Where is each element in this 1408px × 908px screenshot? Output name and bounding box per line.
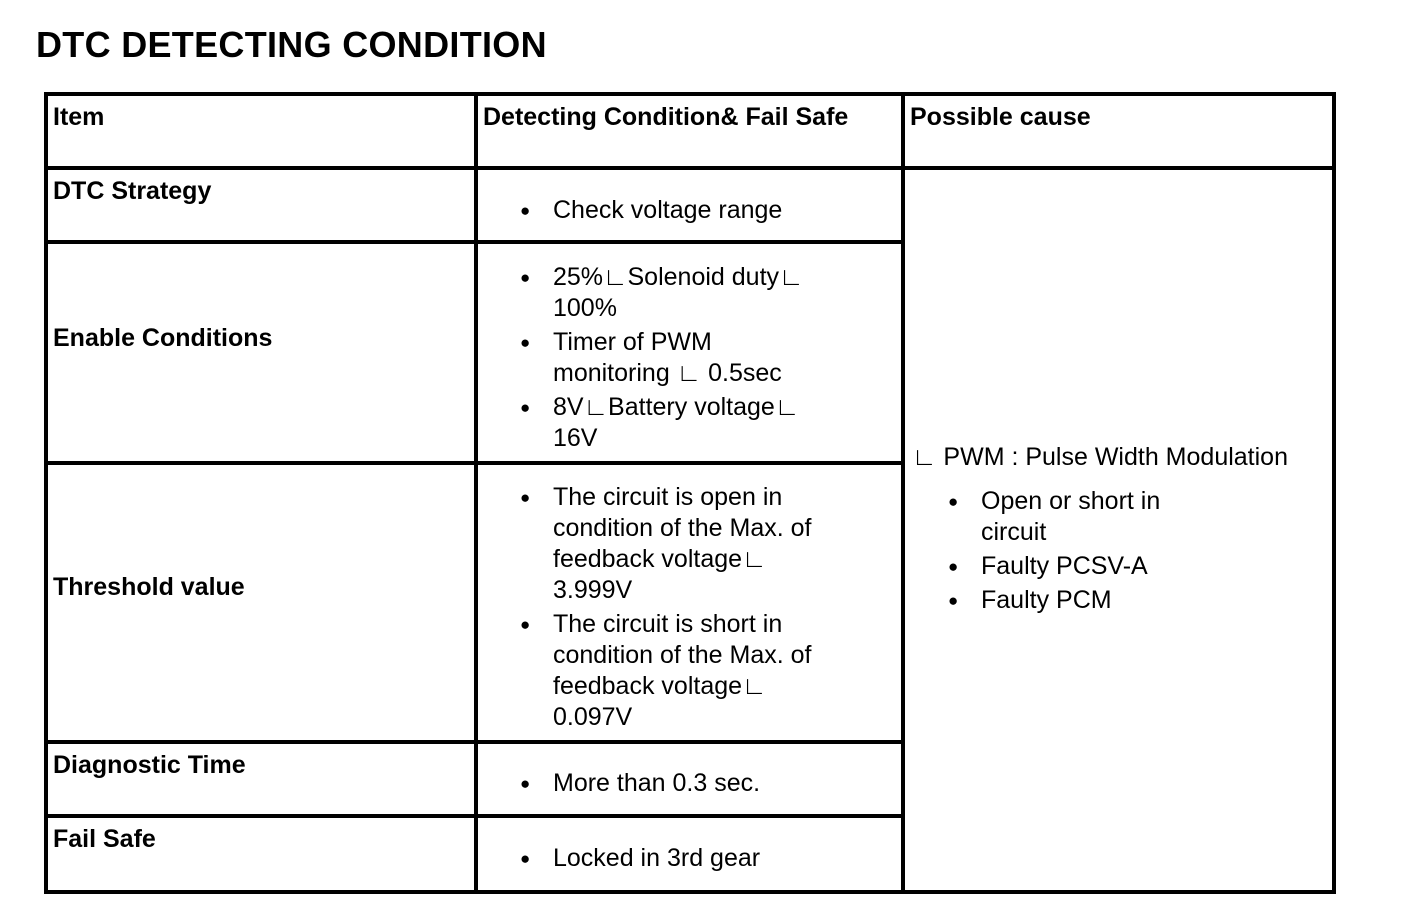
conditions-diagnostic-time	[553, 768, 833, 799]
header-possible-cause: Possible cause	[910, 103, 1091, 131]
row-item-dtc-strategy: DTC Strategy	[53, 177, 212, 205]
list-item: ● Check voltage range	[553, 195, 833, 226]
list-item: ● Faulty PCM	[981, 585, 1221, 616]
row-divider	[44, 814, 904, 818]
list-item: ● Open or short in circuit	[981, 486, 1221, 548]
list-item: ● The circuit is open in condition of the Max. of feedback voltage∟ 3.999V	[553, 482, 833, 606]
list-item: ● Faulty PCSV-A	[981, 551, 1221, 582]
header-detecting-condition: Detecting Condition& Fail Safe	[483, 103, 849, 131]
row-item-fail-safe: Fail Safe	[53, 825, 156, 853]
page-title: DTC DETECTING CONDITION	[36, 24, 547, 65]
row-item-diagnostic-time: Diagnostic Time	[53, 751, 246, 779]
row-item-enable-conditions: Enable Conditions	[53, 324, 273, 352]
list-item: ● 8V∟Battery voltage∟ 16V	[553, 392, 833, 454]
list-item: ● More than 0.3 sec.	[553, 768, 833, 799]
conditions-enable	[553, 262, 833, 454]
row-divider	[44, 166, 1336, 170]
header-item: Item	[53, 103, 105, 131]
row-divider	[44, 461, 904, 465]
row-divider	[44, 240, 904, 244]
pwm-note: ∟ PWM : Pulse Width Modulation	[912, 443, 1288, 471]
conditions-fail-safe	[553, 843, 833, 874]
conditions-threshold	[553, 482, 833, 733]
list-item: ● Timer of PWM monitoring ∟ 0.5sec	[553, 327, 833, 389]
column-divider	[474, 92, 478, 894]
column-divider	[901, 92, 905, 894]
list-item: ● 25%∟Solenoid duty∟ 100%	[553, 262, 833, 324]
row-divider	[44, 740, 904, 744]
list-item: ● The circuit is short in condition of the Max. of feedback voltage∟ 0.097V	[553, 609, 833, 733]
list-item: ● Locked in 3rd gear	[553, 843, 833, 874]
possible-cause-list	[981, 486, 1221, 616]
row-item-threshold-value: Threshold value	[53, 573, 245, 601]
conditions-dtc-strategy	[553, 195, 833, 226]
